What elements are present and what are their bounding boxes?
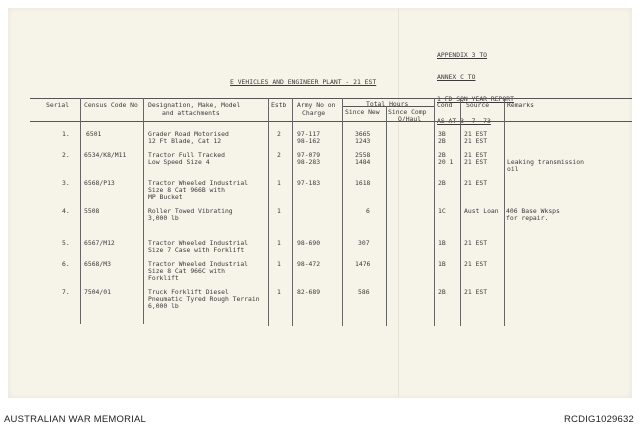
table-top-rule [30,98,632,99]
row-estb: 1 [277,288,281,296]
row-cond: 1B [438,239,446,247]
row-estb: 1 [277,179,281,187]
row-since-new: 1243 [355,137,371,145]
row-estb: 1 [277,239,281,247]
row-designation: Size 8 Cat 966B with [148,186,225,194]
row-since-new: 6 [366,207,370,215]
row-designation: Tractor Wheeled Industrial [148,260,249,268]
row-source: Aust Loan [464,207,499,215]
row-serial: 2. [62,151,70,159]
row-cond: 1C [438,207,446,215]
row-army-no: 98-690 [297,239,321,247]
row-army-no: 97-183 [297,179,321,187]
row-source: 21 EST [464,137,488,145]
row-census: 6568/P13 [84,179,115,187]
header-designation: and attachments [162,109,220,117]
row-army-no: 97-079 [297,151,321,159]
appendix-line: AS AT 3 7 73 [437,117,491,126]
row-serial: 4. [62,207,70,215]
column-divider [80,98,81,324]
row-census: 6534/K8/M11 [84,151,127,159]
row-designation: Size 7 Case with Forklift [148,246,245,254]
header-source: Source [466,101,490,109]
row-serial: 5. [62,239,70,247]
row-designation: Tractor Wheeled Industrial [148,239,249,247]
row-designation: 6,000 lb [148,302,179,310]
row-designation: Grader Road Motorised [148,130,229,138]
row-since-new: 307 [358,239,370,247]
row-designation: Forklift [148,274,179,282]
row-census: 7504/01 [84,288,111,296]
row-army-no: 97-117 [297,130,321,138]
row-designation: Roller Towed Vibrating [148,207,233,215]
header-bottom-rule [30,121,632,122]
row-designation: Tractor Wheeled Industrial [148,179,249,187]
row-estb: 2 [277,151,281,159]
row-remarks: 406 Base Wksps [506,207,560,215]
header-since-comp: O/Haul [398,115,422,123]
row-designation: Pneumatic Tyred Rough Terrain [148,295,260,303]
header-since-new: Since New [345,108,380,116]
row-census: 6501 [86,130,102,138]
column-divider [434,98,435,326]
row-since-new: 3665 [355,130,371,138]
appendix-line: 1 FD SQN YEAR REPORT [437,95,514,104]
row-source: 21 EST [464,288,488,296]
row-designation: 12 Ft Blade, Cat 12 [148,137,222,145]
archive-credit: AUSTRALIAN WAR MEMORIAL [4,414,147,425]
row-cond: 3B [438,130,446,138]
column-divider [268,98,269,326]
row-cond: 20 1 [438,158,454,166]
header-since-comp: Since Comp [388,108,427,116]
row-cond: 2B [438,179,446,187]
page-title: E VEHICLES AND ENGINEER PLANT - 21 EST [230,78,377,86]
header-serial: Serial [46,101,70,109]
row-source: 21 EST [464,260,488,268]
row-remarks: for repair. [506,214,549,222]
paper-fold [398,8,399,398]
appendix-line: ANNEX C TO [437,73,476,82]
column-divider [460,98,461,326]
row-serial: 7. [62,288,70,296]
record-id: RCDIG1029632 [564,414,634,425]
row-designation: Truck Forklift Diesel [148,288,229,296]
header-total-hours: Total Hours [366,100,409,108]
header-census-code: Census Code No [84,101,138,109]
document-sheet [8,8,632,398]
column-divider [504,98,505,326]
column-divider [143,98,144,324]
row-cond: 1B [438,260,446,268]
header-remarks: Remarks [507,101,534,109]
header-army-no: Army No on [297,101,336,109]
row-cond: 2B [438,288,446,296]
row-designation: 3,000 lb [148,214,179,222]
row-since-new: 1484 [355,158,371,166]
column-divider [386,106,387,326]
row-army-no: 98-283 [297,158,321,166]
row-designation: Tractor Full Tracked [148,151,225,159]
row-cond: 2B [438,151,446,159]
row-since-new: 586 [358,288,370,296]
row-census: 6567/M12 [84,239,115,247]
row-designation: MP Bucket [148,193,183,201]
row-census: 5508 [84,207,100,215]
row-source: 21 EST [464,179,488,187]
header-army-no: Charge [302,109,326,117]
column-divider [342,98,343,326]
row-remarks: oil [507,165,519,173]
appendix-reference [437,37,514,133]
row-cond: 2B [438,137,446,145]
row-designation: Low Speed Size 4 [148,158,210,166]
row-serial: 1. [62,130,70,138]
row-since-new: 1476 [355,260,371,268]
row-source: 21 EST [464,151,488,159]
row-serial: 6. [62,260,70,268]
appendix-line: APPENDIX 3 TO [437,50,488,59]
row-remarks: Leaking transmission [507,158,584,166]
row-estb: 1 [277,260,281,268]
row-since-new: 2558 [355,151,371,159]
row-estb: 2 [277,130,281,138]
header-cond: Cond [437,101,453,109]
row-army-no: 98-472 [297,260,321,268]
row-since-new: 1618 [355,179,371,187]
row-source: 21 EST [464,130,488,138]
row-source: 21 EST [464,239,488,247]
row-census: 6568/M3 [84,260,111,268]
row-serial: 3. [62,179,70,187]
column-divider [292,98,293,326]
row-source: 21 EST [464,158,488,166]
row-army-no: 82-689 [297,288,321,296]
row-estb: 1 [277,207,281,215]
row-designation: Size 8 Cat 966C with [148,267,225,275]
header-estb: Estb [271,101,287,109]
header-designation: Designation, Make, Model [148,101,241,109]
row-army-no: 98-162 [297,137,321,145]
